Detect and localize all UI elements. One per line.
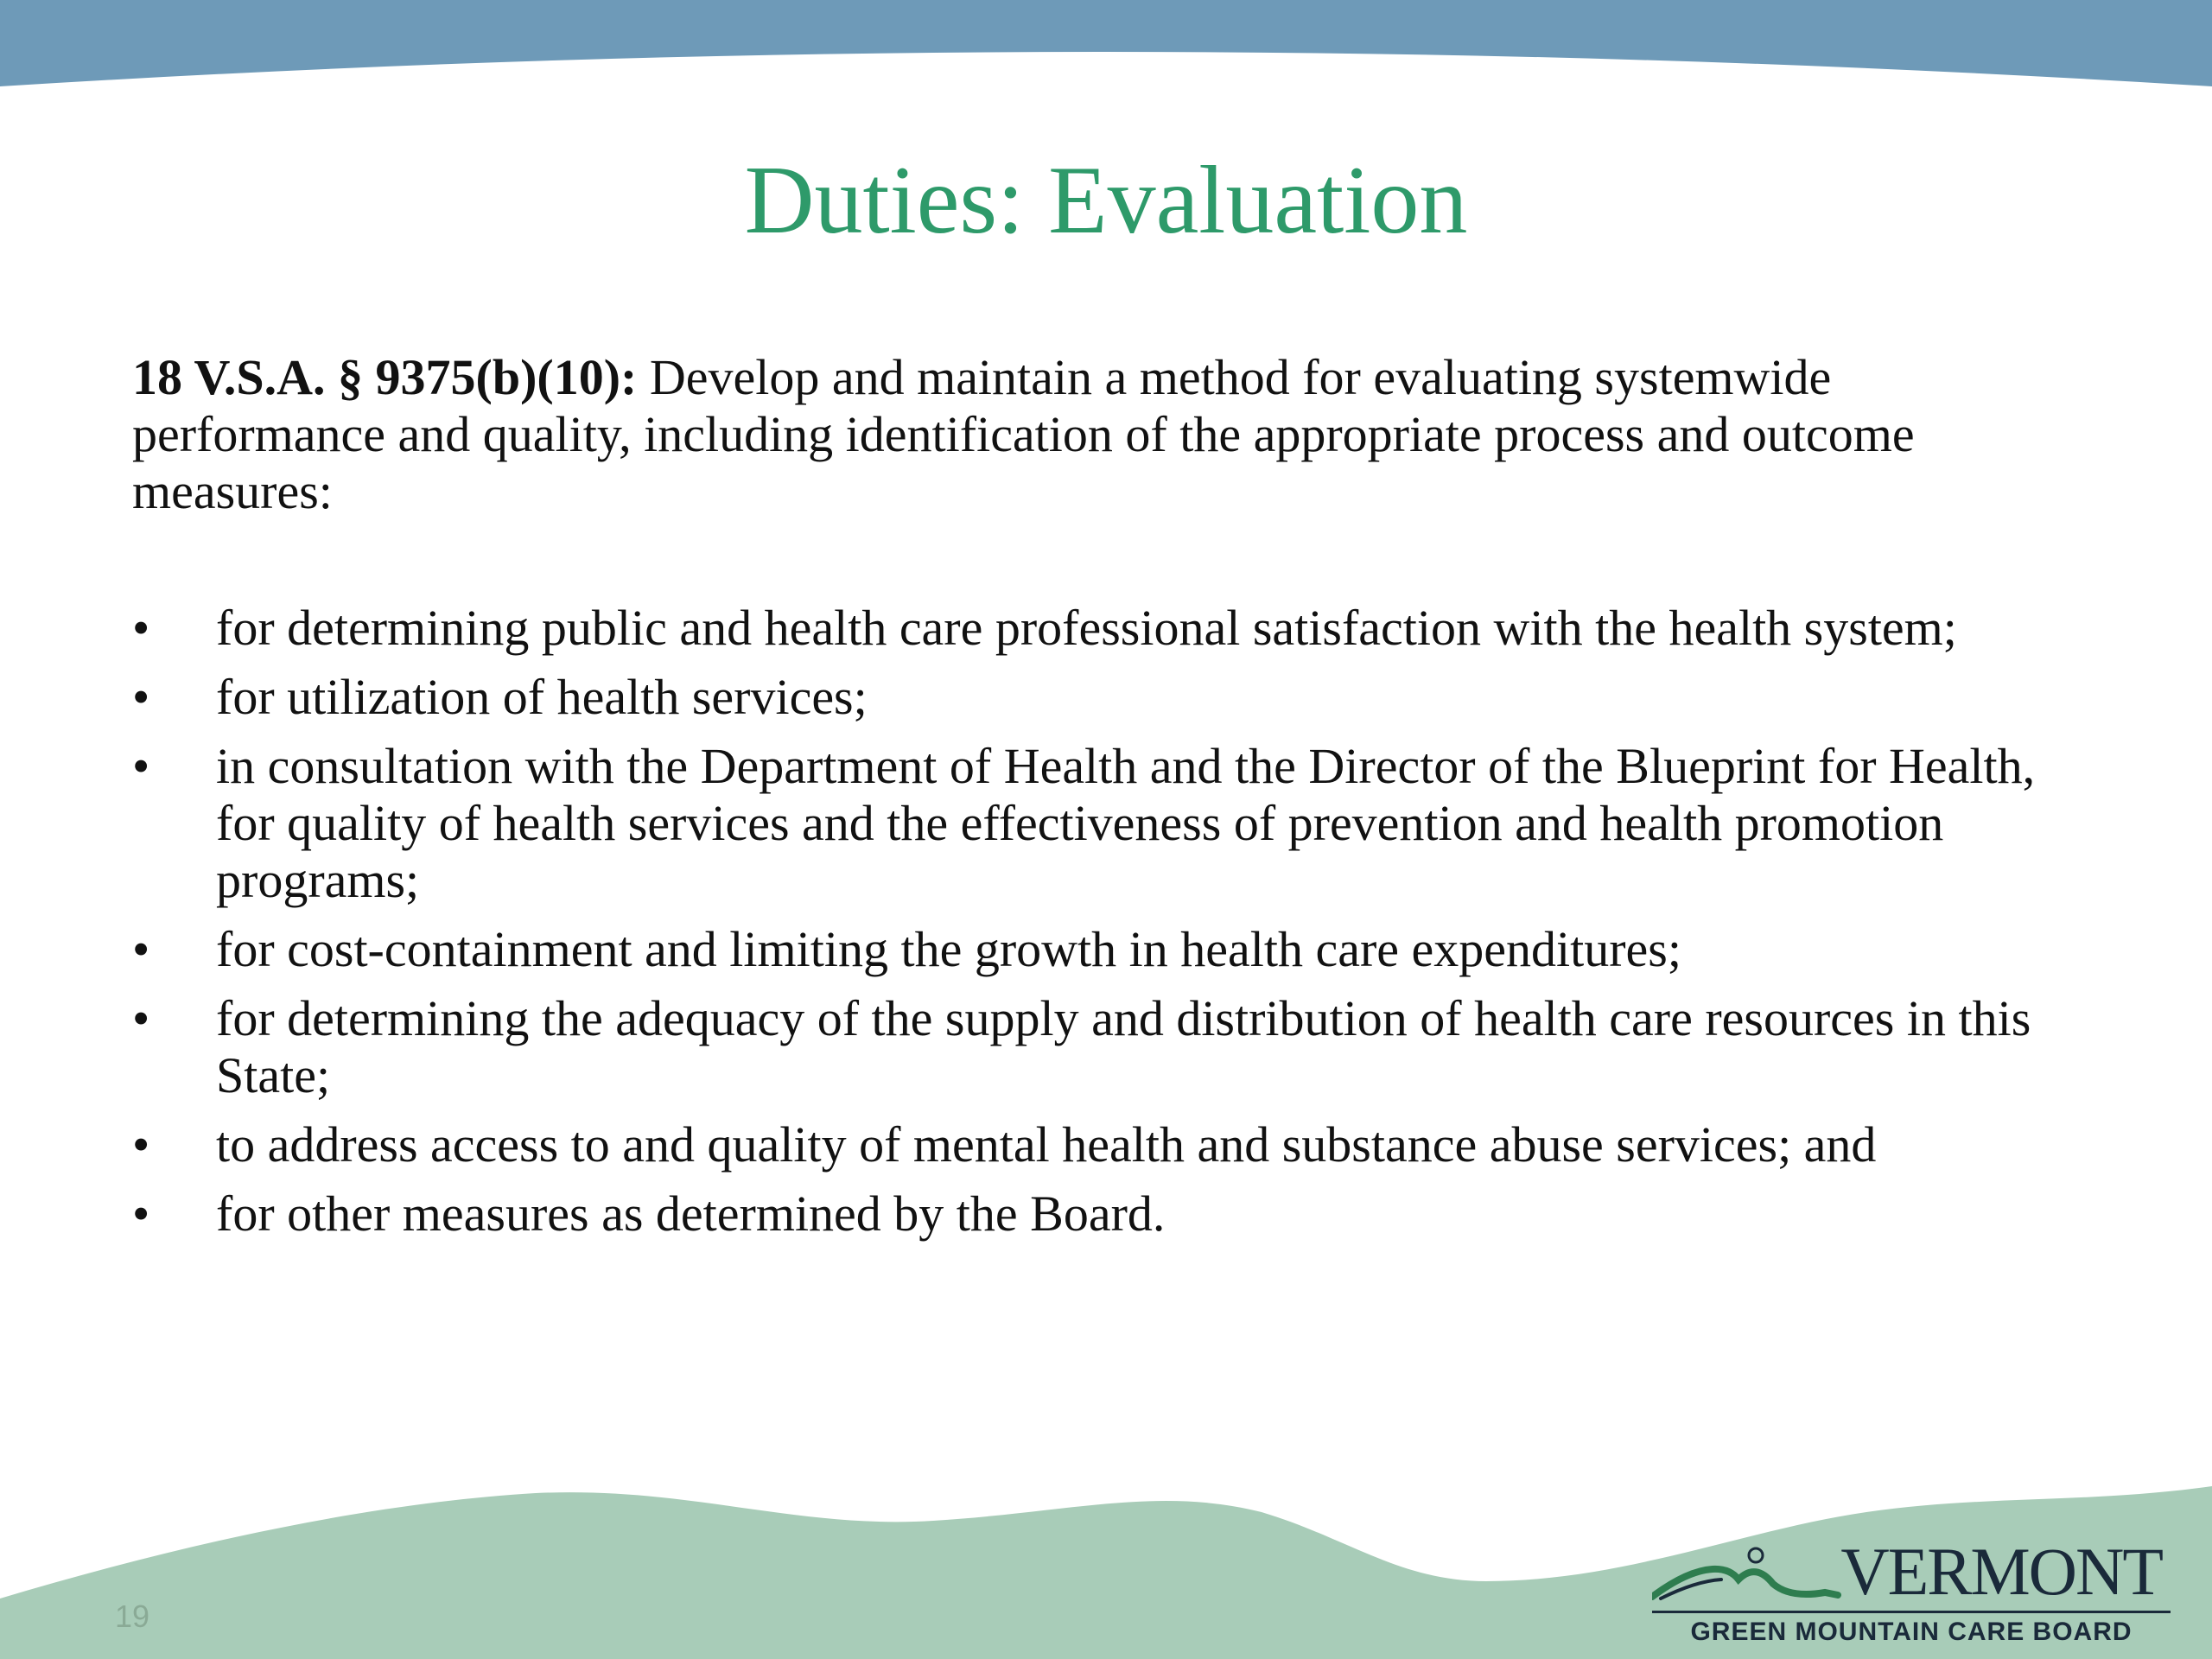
logo-divider (1652, 1611, 2171, 1613)
measures-list (132, 600, 2076, 1255)
logo-subtitle: GREEN MOUNTAIN CARE BOARD (1690, 1618, 2133, 1646)
list-item (132, 1116, 2076, 1173)
intro-paragraph (132, 349, 2076, 520)
slide-title: Duties: Evaluation (744, 147, 1468, 254)
page-number: 19 (115, 1599, 150, 1634)
bullet-icon: • (132, 1116, 150, 1173)
list-item (132, 669, 2076, 726)
list-item-text: for cost-containment and limiting the growth in health care expenditures; (216, 921, 1681, 977)
list-item (132, 1185, 2076, 1243)
bullet-icon: • (132, 738, 150, 794)
list-item-text: for other measures as determined by the Board. (216, 1185, 1166, 1242)
list-item-text: for determining the adequacy of the supply and distribution of health care resources in this State; (216, 990, 2031, 1103)
statute-citation: 18 V.S.A. § 9375(b)(10): (132, 349, 638, 405)
bullet-icon: • (132, 669, 150, 725)
bullet-icon: • (132, 600, 150, 656)
list-item (132, 600, 2076, 657)
list-item (132, 921, 2076, 978)
intro-text: Develop and maintain a method for evaluating systemwide performance and quality, including identification of the appropriate process and outcome measures: (132, 349, 1915, 519)
list-item (132, 990, 2076, 1104)
logo-wordmark: VERMONT (1840, 1534, 2162, 1609)
gmcb-logo (1652, 1535, 2171, 1647)
top-banner-band (0, 0, 2212, 104)
list-item-text: for determining public and health care professional satisfaction with the health system; (216, 600, 1957, 656)
list-item-text: in consultation with the Department of Health and the Director of the Blueprint for Health, for quality of health services and the effectiveness of prevention and health promotion programs; (216, 738, 2036, 908)
bullet-icon: • (132, 1185, 150, 1242)
list-item (132, 738, 2076, 909)
bullet-icon: • (132, 990, 150, 1046)
list-item-text: for utilization of health services; (216, 669, 868, 725)
bullet-icon: • (132, 921, 150, 977)
mountain-logo-icon (1652, 1545, 1842, 1605)
list-item-text: to address access to and quality of mental health and substance abuse services; and (216, 1116, 1877, 1173)
